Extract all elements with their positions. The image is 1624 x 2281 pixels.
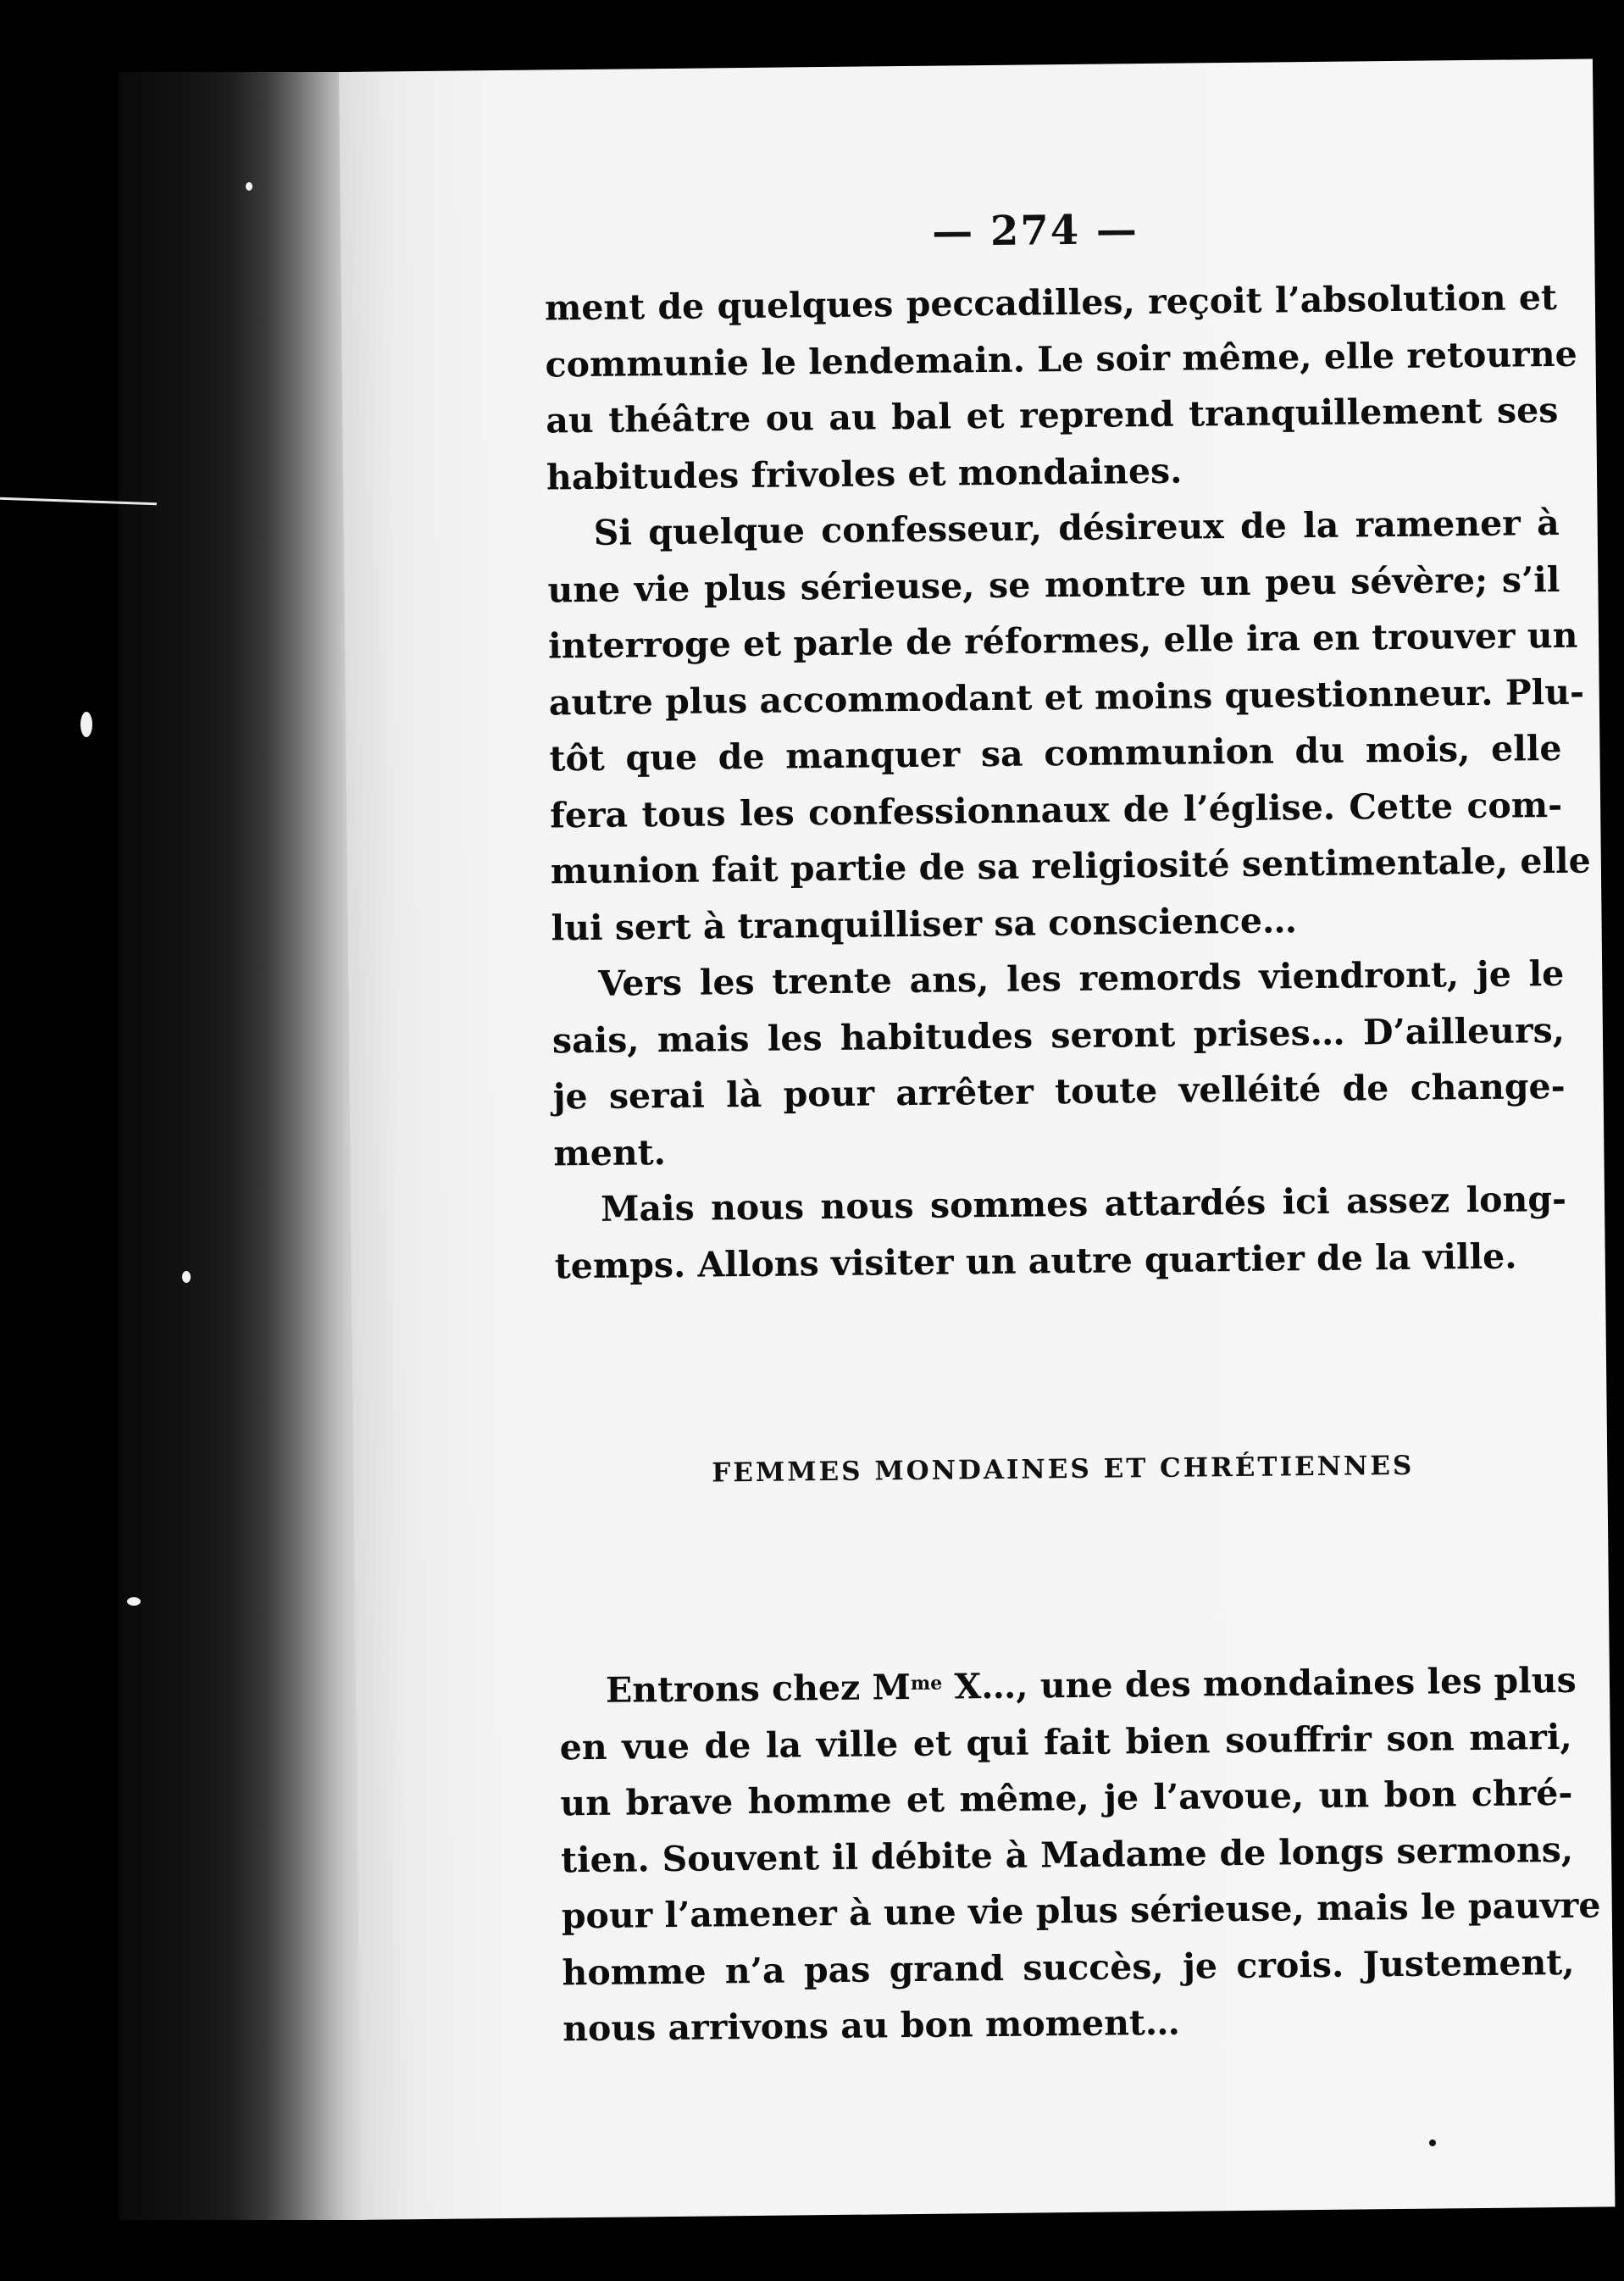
text-line: Vers les trente ans, les remords viendront, je le (598, 952, 1565, 1004)
text-line: un brave homme et même, je l’avoue, un bon chré- (560, 1772, 1573, 1824)
text-line: tôt que de manquer sa communion du mois, elle (549, 727, 1562, 780)
text-line: habitudes frivoles et mondaines. (546, 450, 1183, 497)
book-page (339, 59, 1615, 2220)
text-fragment: X…, une des mondaines les plus (941, 1659, 1577, 1707)
text-line: une vie plus sérieuse, se montre un peu sévère; s’il (547, 558, 1560, 610)
scan-speck (182, 1271, 191, 1283)
scan-speck (127, 1597, 141, 1606)
text-line: temps. Allons visiter un autre quartier de la ville. (554, 1235, 1517, 1286)
page-number: — 274 — (931, 206, 1139, 256)
text-line: lui sert à tranquilliser sa conscience… (551, 899, 1298, 948)
text-fragment: Entrons chez M (605, 1667, 912, 1711)
text-line: communie le lendemain. Le soir même, elle retourne (545, 333, 1577, 385)
text-line: en vue de la ville et qui fait bien souffrir son mari, (559, 1716, 1572, 1768)
text-line: nous arrivons au bon moment… (562, 2001, 1181, 2050)
superscript: me (910, 1672, 943, 1695)
text-line: ment de quelques peccadilles, reçoit l’absolution et (544, 276, 1558, 329)
text-line: interroge et parle de réformes, elle ira en trouver un (547, 614, 1578, 667)
scan-speck (80, 712, 92, 737)
text-line: au théâtre ou au bal et reprend tranquillement ses (546, 389, 1559, 441)
text-line: fera tous les confessionnaux de l’église. Cette com- (549, 784, 1563, 835)
text-line: pour l’amener à une vie plus sérieuse, mais le pauvre (561, 1884, 1601, 1937)
text-block-continuation (544, 269, 1591, 1294)
text-line: ment. (553, 1131, 667, 1174)
text-line: Mais nous nous sommes attardés ici assez long- (600, 1178, 1567, 1229)
text-line: je serai là pour arrêter toute velléité de change- (552, 1065, 1566, 1118)
text-line: autre plus accommodant et moins questionneur. Plu- (548, 671, 1585, 723)
text-line: homme n’a pas grand succès, je crois. Justement, (562, 1941, 1575, 1993)
text-line: Si quelque confesseur, désireux de la ramener à (593, 502, 1560, 553)
binding-gutter-shadow (119, 72, 364, 2220)
text-line: sais, mais les habitudes seront prises… D’ailleurs, (551, 1009, 1566, 1061)
text-line: tien. Souvent il débite à Madame de longs sermons, (560, 1829, 1574, 1880)
text-line: munion fait partie de sa religiosité sentimentale, elle (550, 840, 1591, 892)
section-heading: FEMMES MONDAINES ET CHRÉTIENNES (712, 1450, 1415, 1489)
scan-speck (246, 182, 252, 191)
scan-speck (1429, 2139, 1436, 2146)
text-block-section (559, 1652, 1601, 2057)
text-line-first (559, 1652, 1577, 1719)
